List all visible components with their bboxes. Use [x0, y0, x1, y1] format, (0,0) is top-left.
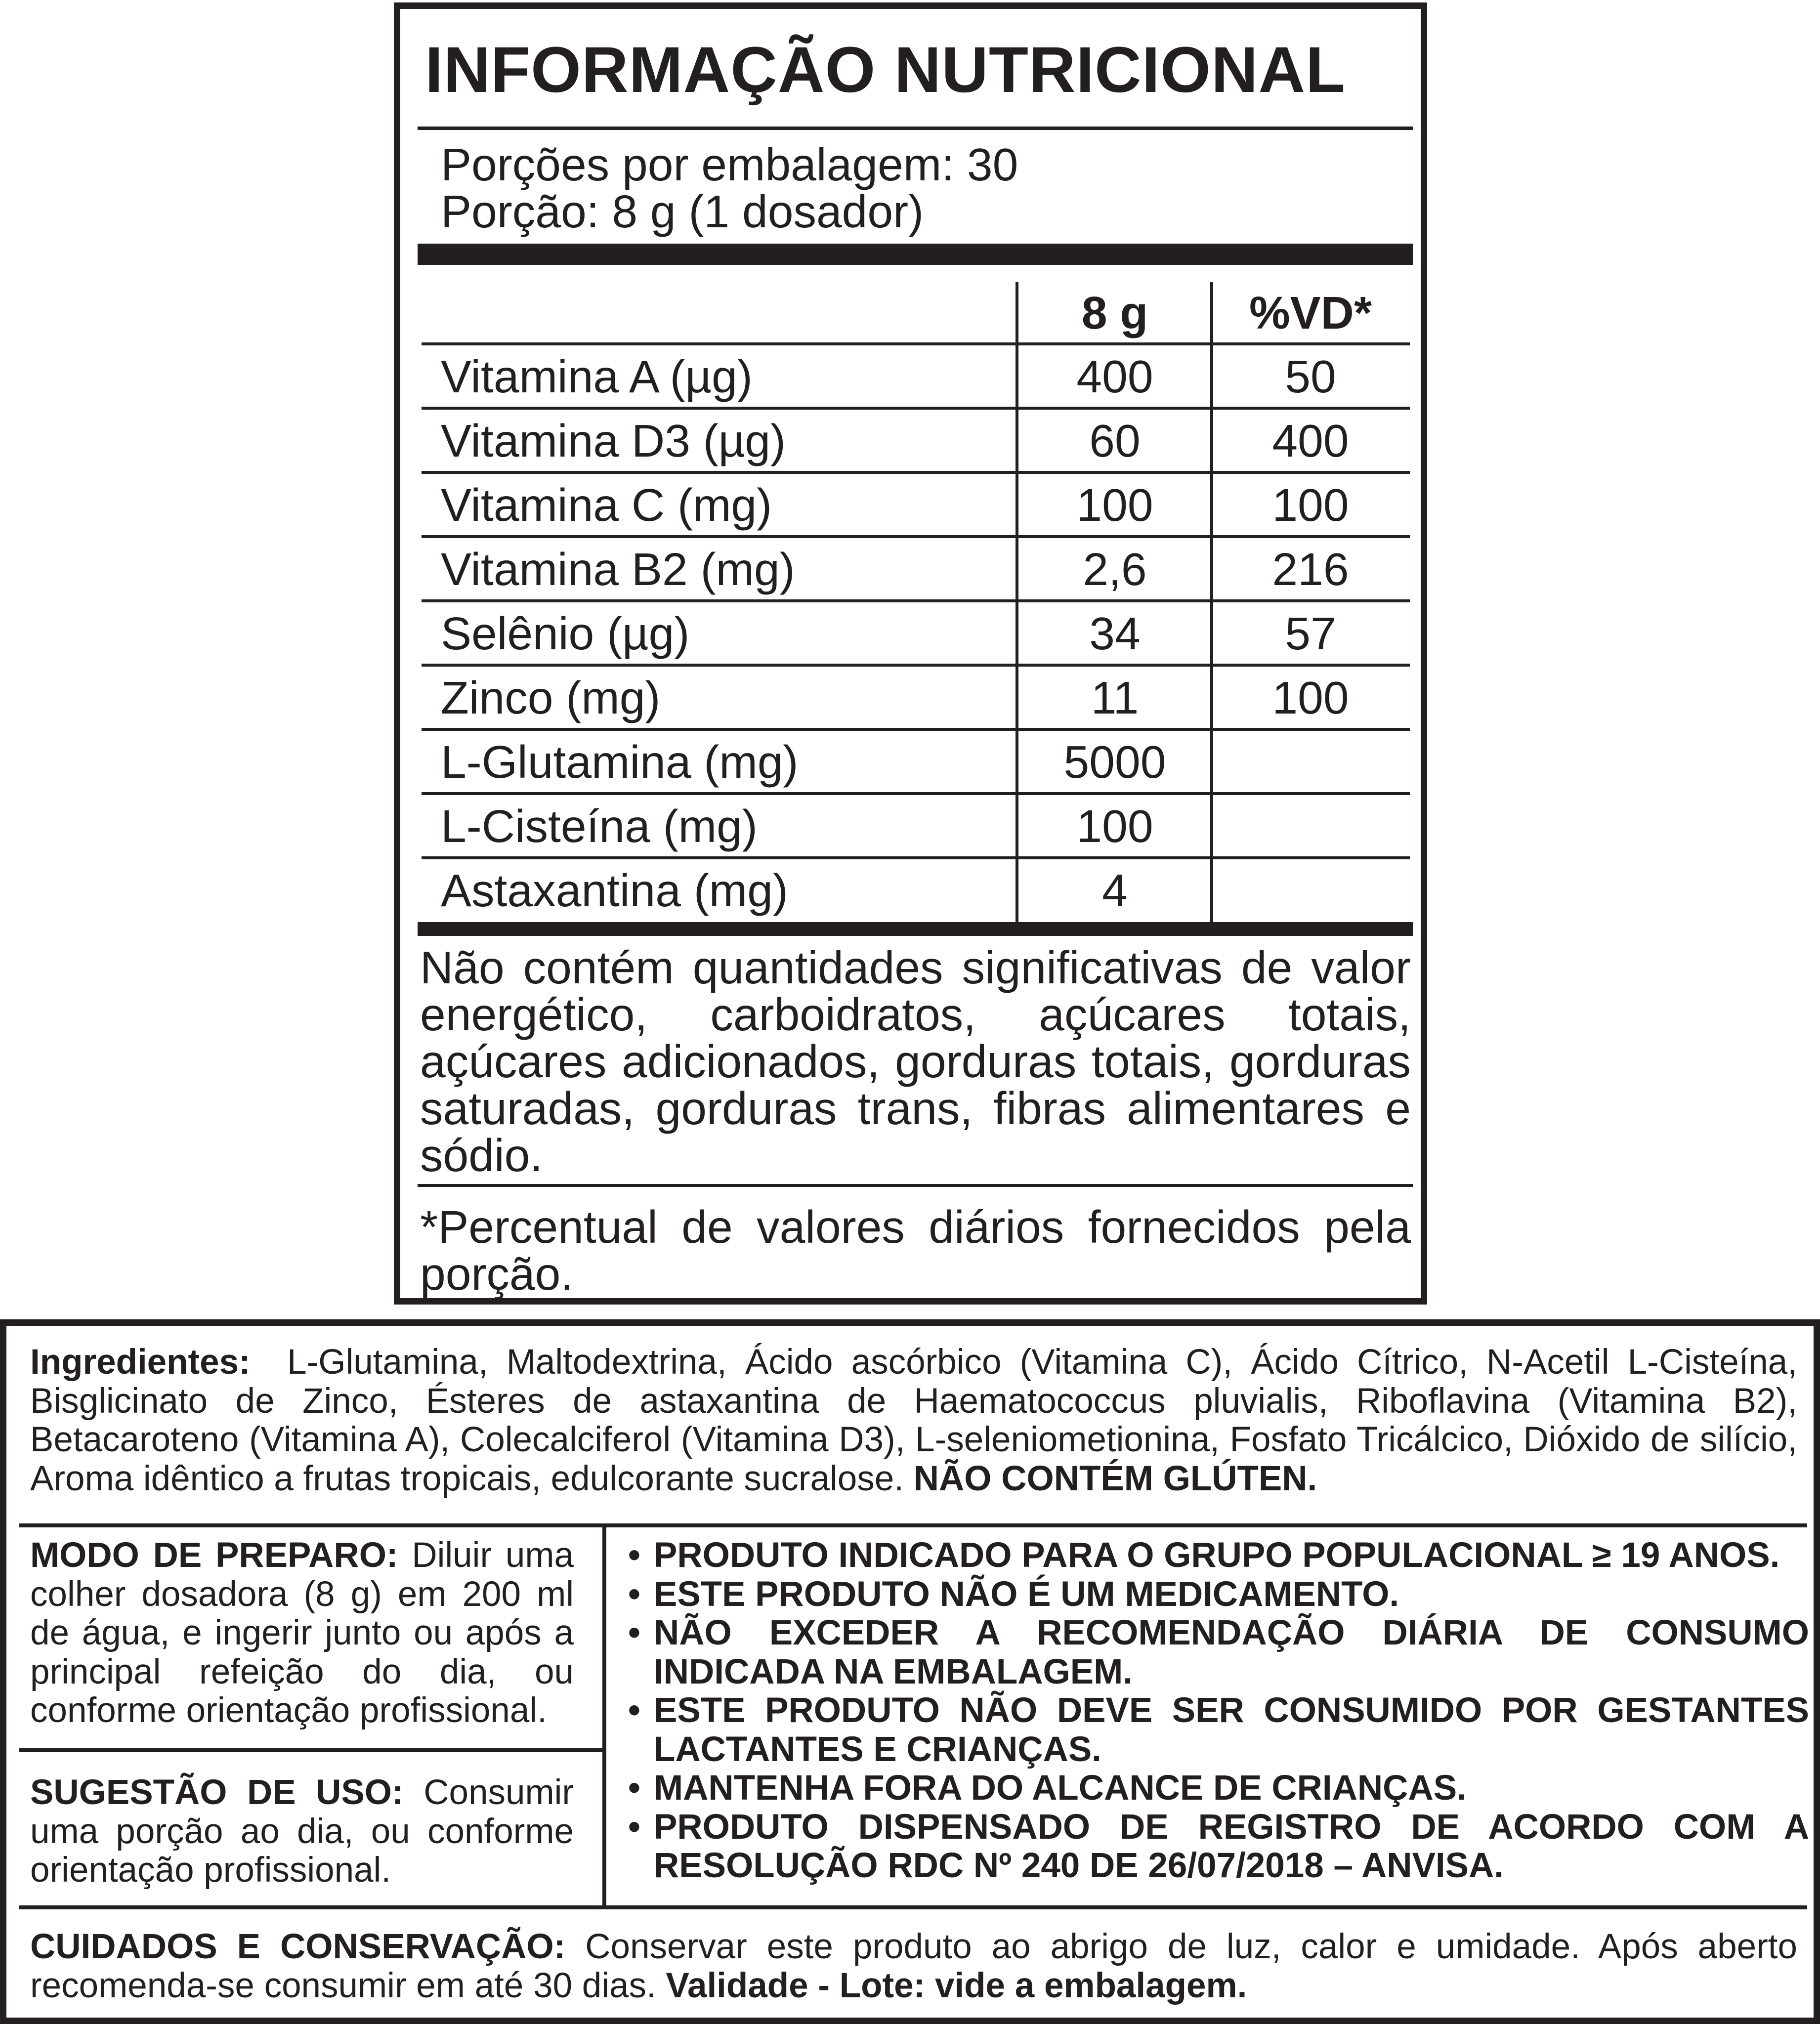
nutrient-amount: 5000 [1063, 736, 1166, 788]
nutrient-amount: 400 [1076, 351, 1153, 402]
nutrient-amount: 60 [1089, 415, 1141, 466]
nutrient-amount: 100 [1076, 479, 1153, 531]
divider [418, 126, 1413, 130]
nutrient-amount: 2,6 [1083, 544, 1147, 595]
warning-item: • NÃO EXCEDER A RECOMENDAÇÃO DIÁRIA DE CONSUMO INDICADA NA EMBALAGEM. [628, 1614, 1809, 1691]
divider [19, 1905, 1807, 1909]
nutrient-daily-value: 216 [1272, 544, 1349, 595]
divider [418, 1184, 1413, 1187]
table-row [422, 535, 1410, 599]
column-header-amount: 8 g [1081, 287, 1148, 338]
column-divider [1016, 282, 1018, 924]
nutrient-name: L-Glutamina (mg) [441, 736, 799, 788]
nutrient-name: Vitamina D3 (µg) [441, 415, 786, 466]
validity-text: Validade - Lote: vide a embalagem. [666, 1966, 1247, 2005]
table-row [422, 792, 1410, 856]
thick-divider [418, 922, 1413, 936]
usage-section [30, 1773, 574, 1890]
nutrient-name: Vitamina C (mg) [441, 479, 772, 531]
nutrient-daily-value: 57 [1285, 608, 1336, 659]
care-text: Conservar este produto ao abrigo de luz, calor e umidade. Após aberto recomenda-se consumir em até 30 dias. [30, 1927, 1797, 2005]
warning-item: • ESTE PRODUTO NÃO É UM MEDICAMENTO. [628, 1575, 1809, 1614]
usage-text: Consumir uma porção ao dia, ou conforme orientação profissional. [30, 1773, 574, 1890]
nutrient-name: Zinco (mg) [441, 672, 661, 723]
nutrient-amount: 11 [1091, 672, 1139, 723]
table-row [422, 471, 1410, 535]
gluten-statement: NÃO CONTÉM GLÚTEN. [913, 1459, 1317, 1498]
warning-item: • MANTENHA FORA DO ALCANCE DE CRIANÇAS. [628, 1769, 1809, 1808]
table-row [422, 599, 1410, 664]
thick-divider [418, 244, 1413, 265]
table-row [422, 856, 1410, 921]
nutrient-name: Vitamina A (µg) [441, 351, 753, 402]
table-row [422, 728, 1410, 792]
care-section [30, 1928, 1797, 2005]
not-significant-statement: Não contém quantidades significativas de valor energético, carboidratos, açúcares totais, açúcares adicionados, gorduras totais, gorduras saturadas, gorduras trans, fibras alimentares e sódio. [420, 942, 1411, 1181]
servings-per-package: Porções por embalagem: 30 [441, 139, 1018, 190]
preparation-section [30, 1536, 574, 1730]
ingredients-text: L-Glutamina, Maltodextrina, Ácido ascórbico (Vitamina C), Ácido Cítrico, N-Acetil L-Cisteína, Bisglicinato de Zinco, Ésteres de astaxantina de Haematococcus pluvialis, Riboflavina (Vitamina B2), Betacaroteno (Vitamina A), Colecalciferol (Vitamina D3), L-seleniometionina, Fosfato Tricálcico, Dióxido de silício, Aroma idêntico a frutas tropicais, edulcorante sucralose. [30, 1343, 1797, 1498]
table-row [422, 407, 1410, 471]
nutrient-name: Selênio (µg) [441, 608, 690, 659]
nutrition-title: INFORMAÇÃO NUTRICIONAL [425, 33, 1346, 106]
serving-size: Porção: 8 g (1 dosador) [441, 186, 924, 237]
nutrient-daily-value: 50 [1285, 351, 1336, 402]
table-row [422, 342, 1410, 407]
warning-item: • PRODUTO DISPENSADO DE REGISTRO DE ACORDO COM A RESOLUÇÃO RDC Nº 240 DE 26/07/2018 – ANVISA. [628, 1808, 1809, 1886]
ingredients-label: Ingredientes: [30, 1343, 251, 1382]
column-header-daily-value: %VD* [1249, 287, 1372, 338]
nutrient-name: Astaxantina (mg) [441, 865, 788, 916]
daily-value-footnote: *Percentual de valores diários fornecidos pela porção. [420, 1201, 1411, 1300]
divider [19, 1523, 1807, 1527]
nutrient-daily-value: 400 [1272, 415, 1349, 466]
usage-label: SUGESTÃO DE USO: [30, 1773, 404, 1812]
product-info-box [0, 1319, 1820, 2024]
column-divider [1210, 282, 1213, 924]
nutrient-daily-value: 100 [1272, 479, 1349, 531]
warnings-section [628, 1536, 1809, 1886]
warning-item: • PRODUTO INDICADO PARA O GRUPO POPULACIONAL ≥ 19 ANOS. [628, 1536, 1809, 1575]
nutrition-facts-panel [394, 2, 1427, 1305]
nutrient-daily-value: 100 [1272, 672, 1349, 723]
warnings-list [628, 1536, 1809, 1886]
nutrient-amount: 34 [1089, 608, 1141, 659]
divider [19, 1748, 606, 1752]
care-label: CUIDADOS E CONSERVAÇÃO: [30, 1927, 566, 1966]
nutrient-amount: 100 [1076, 801, 1153, 852]
nutrient-amount: 4 [1102, 865, 1128, 916]
preparation-label: MODO DE PREPARO: [30, 1536, 398, 1575]
column-divider [602, 1527, 606, 1905]
ingredients-section [30, 1343, 1797, 1498]
table-row [422, 664, 1410, 728]
preparation-text: Diluir uma colher dosadora (8 g) em 200 ml de água, e ingerir junto ou após a principal refeição do dia, ou conforme orientação profissional. [30, 1536, 574, 1730]
warning-item: • ESTE PRODUTO NÃO DEVE SER CONSUMIDO POR GESTANTES LACTANTES E CRIANÇAS. [628, 1691, 1809, 1769]
nutrient-name: Vitamina B2 (mg) [441, 544, 795, 595]
nutrient-name: L-Cisteína (mg) [441, 801, 758, 852]
